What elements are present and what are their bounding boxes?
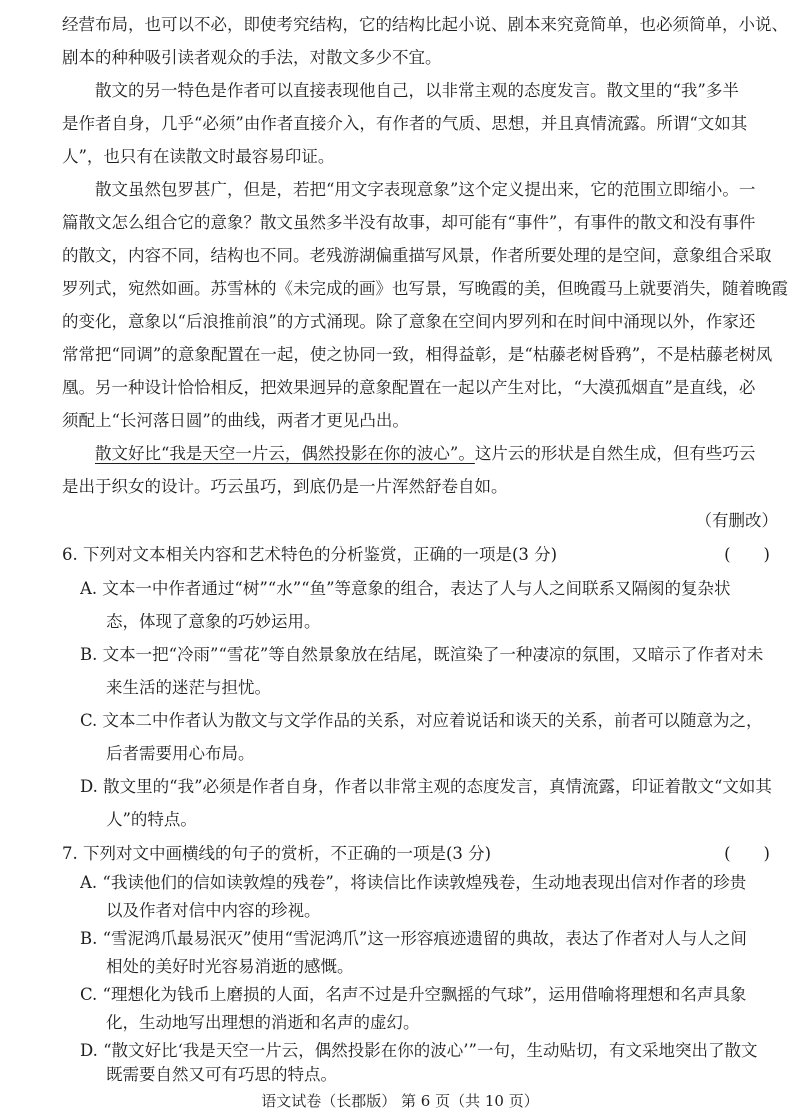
page-footer: 语文试卷（长郡版） 第 6 页（共 10 页） — [261, 1092, 539, 1110]
option-a: A. “我读他们的信如读敦煌的残卷”，将读信比作读敦煌残卷，生动地表现出信对作者的珍贵 — [80, 873, 747, 892]
passage-line: 散文虽然包罗甚广，但是，若把“用文字表现意象”这个定义提出来，它的范围立即缩小。一 — [95, 180, 756, 199]
passage-text: 这片云的形状是自然生成，但有些巧云 — [474, 444, 756, 463]
passage-line: 篇散文怎么组合它的意象？散文虽然多半没有故事，却可能有“事件”，有事件的散文和没有事件 — [62, 213, 756, 232]
option-d-cont: 既需要自然又可有巧思的特点。 — [106, 1065, 337, 1084]
passage-line: 凰。另一种设计恰恰相反，把效果迥异的意象配置在一起以产生对比，“大漠孤烟直”是直线，必 — [62, 378, 756, 397]
passage-line: 散文的另一特色是作者可以直接表现他自己，以非常主观的态度发言。散文里的“我”多半 — [95, 81, 739, 100]
option-d: D. 散文里的“我”必须是作者自身，作者以非常主观的态度发言，真情流露，印证着散文“文如其 — [80, 777, 772, 796]
option-c: C. “理想化为钱币上磨损的人面，名声不过是升空飘摇的气球”，运用借喻将理想和名声具象 — [80, 985, 747, 1004]
option-b: B. “雪泥鸿爪最易泯灭”使用“雪泥鸿爪”这一形容痕迹遗留的典故，表达了作者对人与人之间 — [80, 929, 747, 948]
answer-blank: ( ) — [724, 844, 770, 863]
passage-line: 经营布局，也可以不必，即使考究结构，它的结构比起小说、剧本来究竟简单，也必须简单，小说、 — [62, 15, 788, 34]
option-a-cont: 以及作者对信中内容的珍视。 — [106, 901, 321, 920]
passage-line: 常常把“同调”的意象配置在一起，使之协同一致，相得益彰，是“枯藤老树昏鸦”，不是枯藤老树凤 — [62, 345, 773, 364]
answer-blank: ( ) — [724, 545, 770, 564]
option-d-cont: 人”的特点。 — [106, 810, 197, 829]
option-a: A. 文本一中作者通过“树”“水”“鱼”等意象的组合，表达了人与人之间联系又隔阂的复杂状 — [80, 579, 731, 598]
question-stem-text: 6. 下列对文本相关内容和艺术特色的分析鉴赏，正确的一项是(3 分) — [62, 545, 558, 564]
passage-line: 的散文，内容不同，结构也不同。老残游湖偏重描写风景，作者所要处理的是空间，意象组合采取 — [62, 246, 772, 265]
option-b-cont: 相处的美好时光容易消逝的感慨。 — [106, 957, 354, 976]
passage-line: 须配上“长河落日圆”的曲线，两者才更见凸出。 — [62, 411, 409, 430]
passage-line: 人”，也只有在读散文时最容易印证。 — [62, 147, 335, 166]
question-stem-text: 7. 下列对文中画横线的句子的赏析，不正确的一项是(3 分) — [62, 844, 492, 863]
passage-line: 罗列式，宛然如画。苏雪林的《未完成的画》也写景，写晚霞的美，但晚霞马上就要消失，随着晚霞 — [62, 279, 788, 298]
option-c-cont: 化，生动地写出理想的消逝和名声的虚幻。 — [106, 1013, 420, 1032]
option-b: B. 文本一把“冷雨”“雪花”等自然景象放在结尾，既渲染了一种凄凉的氛围，又暗示了作者对未 — [80, 645, 764, 664]
option-d: D. “散文好比‘我是天空一片云，偶然投影在你的波心’”一句，生动贴切，有文采地突出了散文 — [80, 1041, 758, 1060]
underlined-sentence: 散文好比“我是天空一片云，偶然投影在你的波心”。 — [95, 444, 475, 463]
option-c: C. 文本二中作者认为散文与文学作品的关系，对应着说话和谈天的关系，前者可以随意为之， — [80, 711, 763, 730]
option-b-cont: 来生活的迷茫与担忧。 — [106, 678, 271, 697]
passage-line: 是出于织女的设计。巧云虽巧，到底仍是一片浑然舒卷自如。 — [62, 477, 508, 496]
passage-line: 的变化，意象以“后浪推前浪”的方式涌现。除了意象在空间内罗列和在时间中涌现以外，作家还 — [62, 312, 756, 331]
source-note: （有删改） — [695, 511, 778, 530]
question-6-stem — [62, 538, 800, 572]
option-a-cont: 态，体现了意象的巧妙运用。 — [106, 612, 321, 631]
option-c-cont: 后者需要用心布局。 — [106, 744, 255, 763]
passage-line: 剧本的种种吸引读者观众的手法，对散文多少不宜。 — [62, 48, 442, 67]
passage-line — [95, 437, 792, 471]
passage-line: 是作者自身，几乎“必须”由作者直接介入，有作者的气质、思想，并且真情流露。所谓“文如其 — [62, 114, 748, 133]
